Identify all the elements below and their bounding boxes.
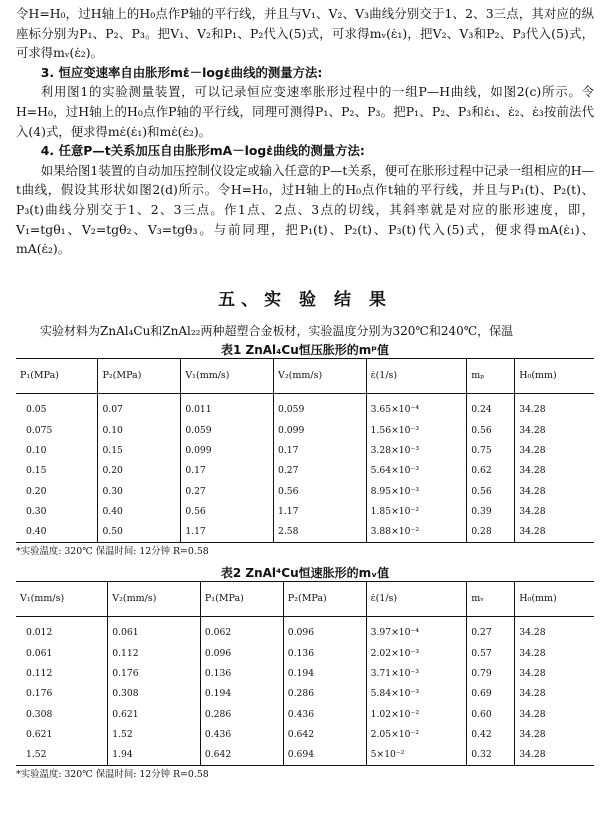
table-cell: 0.17 <box>273 440 366 460</box>
table-cell: 0.28 <box>467 522 515 543</box>
table-cell: 1.52 <box>16 745 108 766</box>
table-1-header: ε̇(1/s) <box>366 358 467 393</box>
table-cell: 0.57 <box>467 643 515 663</box>
table-cell: 0.62 <box>467 461 515 481</box>
table-cell: 3.28×10⁻³ <box>366 440 467 460</box>
table-cell: 0.56 <box>467 481 515 501</box>
table-row <box>16 745 594 766</box>
table-cell: 34.28 <box>515 481 594 501</box>
table-row <box>16 501 594 521</box>
table-cell: 1.17 <box>273 501 366 521</box>
table-cell: 0.15 <box>98 440 181 460</box>
table-cell: 0.40 <box>98 501 181 521</box>
table-1-header: P₁(MPa) <box>16 358 98 393</box>
table-cell: 3.65×10⁻⁴ <box>366 393 467 420</box>
table-cell: 34.28 <box>515 663 594 683</box>
table-cell: 0.56 <box>273 481 366 501</box>
table-cell: 0.096 <box>283 616 366 643</box>
table-cell: 1.17 <box>181 522 274 543</box>
table-cell: 0.136 <box>200 663 283 683</box>
table-cell: 0.061 <box>26 647 53 659</box>
table-1 <box>16 358 594 543</box>
table-cell: 34.28 <box>515 643 594 663</box>
table-cell: 0.30 <box>98 481 181 501</box>
table-cell: 1.85×10⁻² <box>366 501 467 521</box>
table-cell: 34.28 <box>515 393 594 420</box>
table-cell: 2.02×10⁻³ <box>366 643 467 663</box>
table-cell: 0.099 <box>181 440 274 460</box>
table-cell: 3.71×10⁻³ <box>366 663 467 683</box>
table-1-header: mₚ <box>467 358 515 393</box>
table-cell: 0.096 <box>200 643 283 663</box>
table-cell: 0.059 <box>273 393 366 420</box>
table-cell: 3.97×10⁻⁴ <box>366 616 467 643</box>
table-row <box>16 724 594 744</box>
table-cell: 0.69 <box>467 684 515 704</box>
table-row <box>16 461 594 481</box>
table-2-header: V₂(mm/s) <box>108 581 201 616</box>
table-cell: 2.05×10⁻² <box>366 724 467 744</box>
table-cell: 1.56×10⁻³ <box>366 420 467 440</box>
table-cell: 0.10 <box>26 444 47 456</box>
table-row <box>16 663 594 683</box>
table-2 <box>16 581 594 766</box>
table-cell: 34.28 <box>515 501 594 521</box>
table-cell: 0.436 <box>200 724 283 744</box>
table-cell: 0.112 <box>26 668 53 680</box>
table-cell: 0.56 <box>181 501 274 521</box>
table-cell: 0.05 <box>26 404 47 416</box>
table-cell: 0.136 <box>283 643 366 663</box>
table-cell: 0.011 <box>181 393 274 420</box>
table-cell: 0.27 <box>181 481 274 501</box>
paragraph-3: 如果给图1装置的自动加压控制仪设定或输入任意的P—t关系，便可在胀形过程中记录一组相应的H—t曲线，假设其形状如图2(d)所示。令H=H₀，过H轴上的H₀点作t轴的平行线，并且与P₁(t)、P₂(t)、P₃(t)曲线分别交于1、2、3三点。作1点、2点、3点的切线，其斜率就是对应的胀形速度，即，V₁=tgθ₁、V₂=tgθ₂、V₃=tgθ₃。与前同理，把P₁(t)、P₂(t)、P₃(t)代入(5)式，便求得mA(ε̇₁)、mA(ε̇₂)。 <box>16 162 594 257</box>
table-row <box>16 481 594 501</box>
table-cell: 0.20 <box>98 461 181 481</box>
table-cell: 34.28 <box>515 461 594 481</box>
table-2-header: ε̇(1/s) <box>366 581 467 616</box>
table-2-header: V₁(mm/s) <box>16 581 108 616</box>
table-1-header: V₁(mm/s) <box>181 358 274 393</box>
table-cell: 0.308 <box>108 684 201 704</box>
results-intro: 实验材料为ZnAl₄Cu和ZnAl₂₂两种超塑合金板材，实验温度分别为320℃和240℃，保温 <box>40 323 514 338</box>
table-cell: 0.112 <box>108 643 201 663</box>
table-row <box>16 522 594 543</box>
table-cell: 0.061 <box>108 616 201 643</box>
table-cell: 34.28 <box>515 684 594 704</box>
table-cell: 0.20 <box>26 485 47 497</box>
table-cell: 0.694 <box>283 745 366 766</box>
table-cell: 0.56 <box>467 420 515 440</box>
table-cell: 0.308 <box>26 708 53 720</box>
table-cell: 1.02×10⁻² <box>366 704 467 724</box>
table-cell: 34.28 <box>515 522 594 543</box>
table-cell: 0.194 <box>200 684 283 704</box>
table-1-header: V₂(mm/s) <box>273 358 366 393</box>
table-cell: 0.194 <box>283 663 366 683</box>
table-cell: 0.07 <box>98 393 181 420</box>
table-1-header: P₂(MPa) <box>98 358 181 393</box>
table-cell: 0.099 <box>273 420 366 440</box>
table-cell: 0.15 <box>26 465 47 477</box>
table-cell: 0.286 <box>283 684 366 704</box>
table-cell: 0.24 <box>467 393 515 420</box>
paragraph-2: 利用图1的实验测量装置，可以记录恒应变速率胀形过程中的一组P—H曲线，如图2(c)所示。令H=H₀，过H轴上的H₀点作P轴的平行线，同理可测得P₁、P₂、P₃。把P₁、P₂、P₃和ε̇₁、ε̇₂、ε̇₃按前法代入(4)式，便求得mε̇(ε̇₁)和mε̇(ε̇₂)。 <box>16 84 594 139</box>
table-cell: 1.52 <box>108 724 201 744</box>
table-cell: 0.40 <box>16 522 98 543</box>
table-cell: 5×10⁻² <box>366 745 467 766</box>
table-cell: 0.27 <box>467 616 515 643</box>
section-title: 五、实 验 结 果 <box>218 289 392 310</box>
table-2-header: P₁(MPa) <box>200 581 283 616</box>
table-cell: 2.58 <box>273 522 366 543</box>
table-row <box>16 643 594 663</box>
table-2-note: *实验温度: 320℃ 保温时间: 12分钟 R=0.58 <box>16 768 209 780</box>
table-cell: 0.621 <box>26 728 53 740</box>
method-3-heading: 3. 恒应变速率自由胀形mε̇－logε̇曲线的测量方法: <box>40 64 323 80</box>
table-cell: 34.28 <box>515 440 594 460</box>
table-cell: 0.059 <box>181 420 274 440</box>
table-cell: 34.28 <box>515 724 594 744</box>
table-row <box>16 393 594 420</box>
table-1-note: *实验温度: 320℃ 保温时间: 12分钟 R=0.58 <box>16 545 209 557</box>
table-cell: 34.28 <box>515 704 594 724</box>
table-cell: 0.17 <box>181 461 274 481</box>
table-cell: 0.32 <box>467 745 515 766</box>
table-cell: 0.286 <box>200 704 283 724</box>
table-cell: 5.64×10⁻³ <box>366 461 467 481</box>
table-row <box>16 420 594 440</box>
table-2-header-row <box>16 581 594 616</box>
table-cell: 0.30 <box>26 505 47 517</box>
method-4-heading: 4. 任意P—t关系加压自由胀形mA－logε̇曲线的测量方法: <box>40 143 365 159</box>
table-1-header: H₀(mm) <box>515 358 594 393</box>
table-cell: 0.436 <box>283 704 366 724</box>
table-cell: 3.88×10⁻² <box>366 522 467 543</box>
table-cell: 1.94 <box>108 745 201 766</box>
table-cell: 0.642 <box>200 745 283 766</box>
table-cell: 0.60 <box>467 704 515 724</box>
table-cell: 8.95×10⁻³ <box>366 481 467 501</box>
table-cell: 0.42 <box>467 724 515 744</box>
table-cell: 5.84×10⁻³ <box>366 684 467 704</box>
table-cell: 0.075 <box>26 424 53 436</box>
table-cell: 0.062 <box>200 616 283 643</box>
table-2-header: mᵥ <box>467 581 515 616</box>
table-cell: 34.28 <box>515 616 594 643</box>
table-1-header-row <box>16 358 594 393</box>
table-cell: 0.642 <box>283 724 366 744</box>
table-cell: 0.39 <box>467 501 515 521</box>
table-cell: 0.75 <box>467 440 515 460</box>
table-cell: 34.28 <box>515 420 594 440</box>
table-2-header: P₂(MPa) <box>283 581 366 616</box>
table-cell: 34.28 <box>515 745 594 766</box>
table-cell: 0.27 <box>273 461 366 481</box>
table-cell: 0.176 <box>108 663 201 683</box>
table-row <box>16 440 594 460</box>
table-cell: 0.012 <box>26 627 53 639</box>
table-2-header: H₀(mm) <box>515 581 594 616</box>
table-row <box>16 684 594 704</box>
table-cell: 0.176 <box>26 688 53 700</box>
table-cell: 0.10 <box>98 420 181 440</box>
table-2-caption: 表2 ZnAl⁴Cu恒速胀形的mᵥ值 <box>220 565 390 580</box>
table-row <box>16 616 594 643</box>
table-cell: 0.50 <box>98 522 181 543</box>
table-cell: 0.79 <box>467 663 515 683</box>
table-row <box>16 704 594 724</box>
paragraph-1: 令H=H₀，过H轴上的H₀点作P轴的平行线，并且与V₁、V₂、V₃曲线分别交于1、2、3三点，其对应的纵座标分别为P₁、P₂、P₃。把V₁、V₂和P₁、P₂代入(5)式，可求得mᵥ(ε̇₁)，把V₂、V₃和P₂、P₃代入(5)式，可求得mᵥ(ε̇₂)。 <box>16 6 594 61</box>
table-1-caption: 表1 ZnAl₄Cu恒压胀形的mᵖ值 <box>220 342 390 357</box>
table-cell: 0.621 <box>108 704 201 724</box>
